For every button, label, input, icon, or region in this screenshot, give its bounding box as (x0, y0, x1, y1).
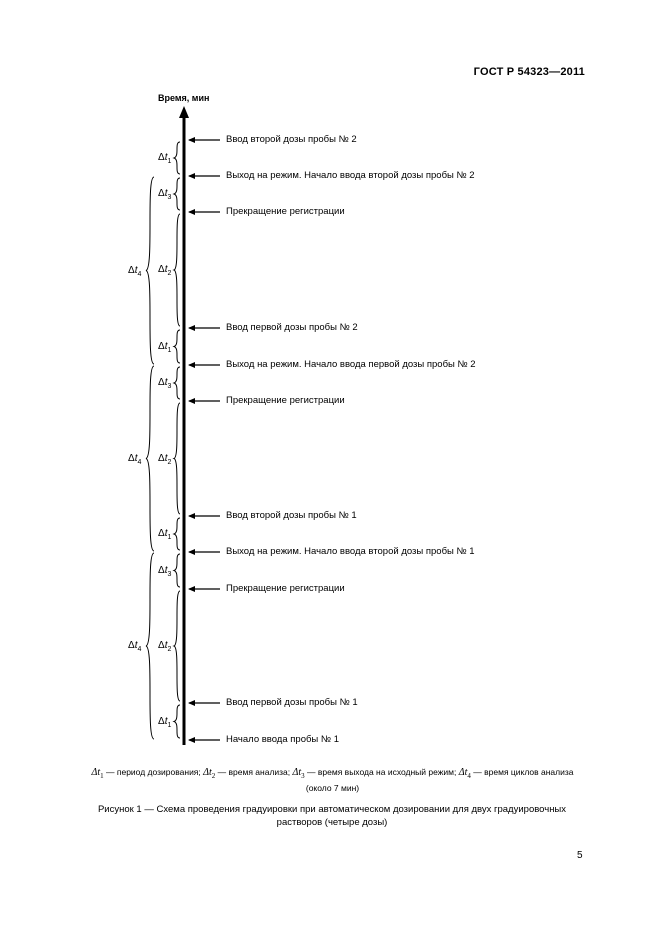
interval-label: $\Delta t_3$ (158, 564, 172, 578)
interval-brace (174, 518, 180, 550)
page-number: 5 (577, 850, 583, 861)
interval-label: $\Delta t_4$ (128, 264, 142, 278)
caption-line-2: растворов (четыре дозы) (276, 817, 388, 828)
event-label: Ввод второй дозы пробы № 2 (226, 134, 357, 145)
event-label: Выход на режим. Начало ввода второй дозы пробы № 1 (226, 546, 475, 557)
interval-label: $\Delta t_4$ (128, 452, 142, 466)
cycle-brace (146, 553, 154, 739)
interval-label: $\Delta t_2$ (158, 264, 172, 277)
time-axis-arrow-icon (179, 106, 189, 118)
legend-note: (около 7 мин) (305, 783, 360, 793)
interval-label: $\Delta t_2$ (158, 452, 172, 466)
legend-t4-symbol: $\Delta t_4$ (458, 767, 471, 780)
interval-brace (174, 403, 180, 514)
interval-label: $\Delta t_2$ (158, 640, 172, 653)
interval-label: $\Delta t_1$ (158, 340, 172, 354)
interval-label: $\Delta t_4$ (128, 640, 142, 653)
cycle-brace (146, 366, 154, 551)
interval-label: $\Delta t_1$ (158, 152, 172, 165)
event-label: Начало ввода пробы № 1 (226, 734, 340, 745)
interval-brace (174, 178, 180, 210)
interval-brace (174, 142, 180, 174)
interval-brace (174, 554, 180, 587)
axis-title: Время, мин (158, 93, 210, 103)
legend-t2-symbol: $\Delta t_2$ (203, 767, 216, 780)
caption-line-1: Рисунок 1 — Схема проведения градуировки при автоматическом дозировании для двух градуировочных (97, 804, 567, 815)
standard-number: ГОСТ Р 54323—2011 (473, 66, 585, 78)
event-label: Прекращение регистрации (226, 206, 345, 217)
interval-label: $\Delta t_3$ (158, 188, 172, 201)
event-label: Прекращение регистрации (226, 395, 345, 406)
figure-legend (60, 766, 605, 794)
legend-t2-desc: — время анализа; (215, 767, 293, 777)
interval-label: $\Delta t_1$ (158, 528, 172, 541)
interval-label: $\Delta t_1$ (158, 715, 172, 729)
interval-label: $\Delta t_3$ (158, 377, 172, 390)
figure-caption (88, 803, 576, 829)
event-label: Ввод второй дозы пробы № 1 (226, 510, 357, 521)
legend-t3-symbol: $\Delta t_3$ (292, 767, 305, 780)
legend-t3-desc: — время выхода на исходный режим; (304, 767, 459, 777)
event-label: Прекращение регистрации (226, 583, 345, 594)
event-label: Выход на режим. Начало ввода второй дозы пробы № 2 (226, 170, 475, 181)
interval-brace (174, 330, 180, 363)
legend-t1-symbol: $\Delta t_1$ (91, 767, 104, 780)
event-label: Ввод первой дозы пробы № 2 (226, 322, 358, 333)
event-label: Ввод первой дозы пробы № 1 (226, 697, 358, 708)
interval-brace (174, 214, 180, 326)
interval-brace (174, 705, 180, 738)
legend-t1-desc: — период дозирования; (103, 767, 204, 777)
event-label: Выход на режим. Начало ввода первой дозы пробы № 2 (226, 359, 476, 370)
interval-brace (174, 367, 180, 399)
interval-brace (174, 591, 180, 701)
legend-t4-desc: — время циклов анализа (470, 767, 574, 777)
cycle-brace (146, 177, 154, 364)
